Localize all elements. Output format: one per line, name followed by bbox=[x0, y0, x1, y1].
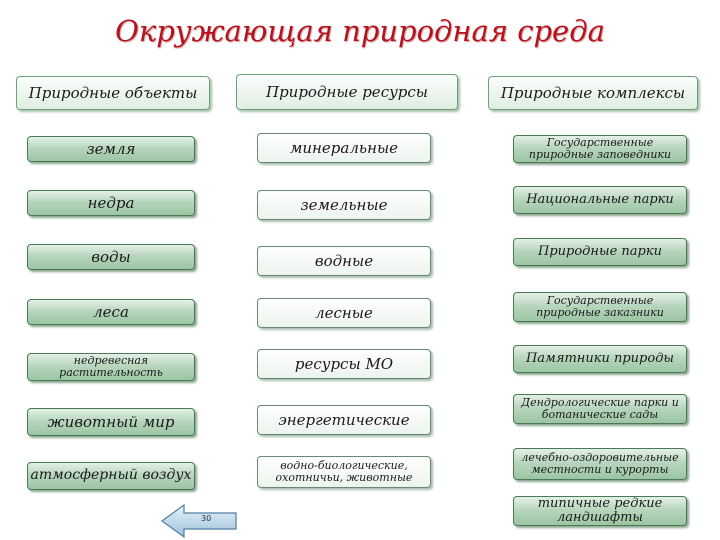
resource-item-world-ocean: ресурсы МО bbox=[257, 349, 431, 379]
object-item-forests: леса bbox=[27, 299, 195, 325]
object-item-subsoil: недра bbox=[27, 190, 195, 216]
complex-item-dendro-parks: Дендрологические парки и ботанические сады bbox=[513, 394, 687, 424]
object-item-air: атмосферный воздух bbox=[27, 462, 195, 490]
resource-item-forest: лесные bbox=[257, 298, 431, 328]
resource-item-mineral: минеральные bbox=[257, 133, 431, 163]
page-number: 30 bbox=[201, 514, 212, 523]
complex-item-monuments: Памятники природы bbox=[513, 345, 687, 373]
page-title: Окружающая природная среда bbox=[115, 14, 605, 48]
object-item-non-wood-vegetation: недревесная растительность bbox=[27, 353, 195, 381]
complex-item-sanctuaries: Государственные природные заказники bbox=[513, 292, 687, 322]
resource-item-bio: водно-биологические, охотничьи, животные bbox=[257, 456, 431, 488]
header-natural-resources: Природные ресурсы bbox=[236, 74, 458, 110]
complex-item-landscapes: типичные редкие ландшафты bbox=[513, 496, 687, 526]
complex-item-natural-parks: Природные парки bbox=[513, 238, 687, 266]
object-item-waters: воды bbox=[27, 244, 195, 270]
complex-item-reserves: Государственные природные заповедники bbox=[513, 135, 687, 163]
header-natural-objects: Природные объекты bbox=[16, 76, 210, 110]
resource-item-energy: энергетические bbox=[257, 405, 431, 435]
object-item-wildlife: животный мир bbox=[27, 408, 195, 436]
resource-item-land: земельные bbox=[257, 190, 431, 220]
complex-item-national-parks: Национальные парки bbox=[513, 186, 687, 214]
complex-item-resorts: лечебно-оздоровительные местности и курорты bbox=[513, 448, 687, 480]
header-natural-complexes: Природные комплексы bbox=[488, 76, 698, 110]
object-item-land: земля bbox=[27, 136, 195, 162]
resource-item-water: водные bbox=[257, 246, 431, 276]
back-arrow-icon[interactable] bbox=[160, 503, 240, 539]
